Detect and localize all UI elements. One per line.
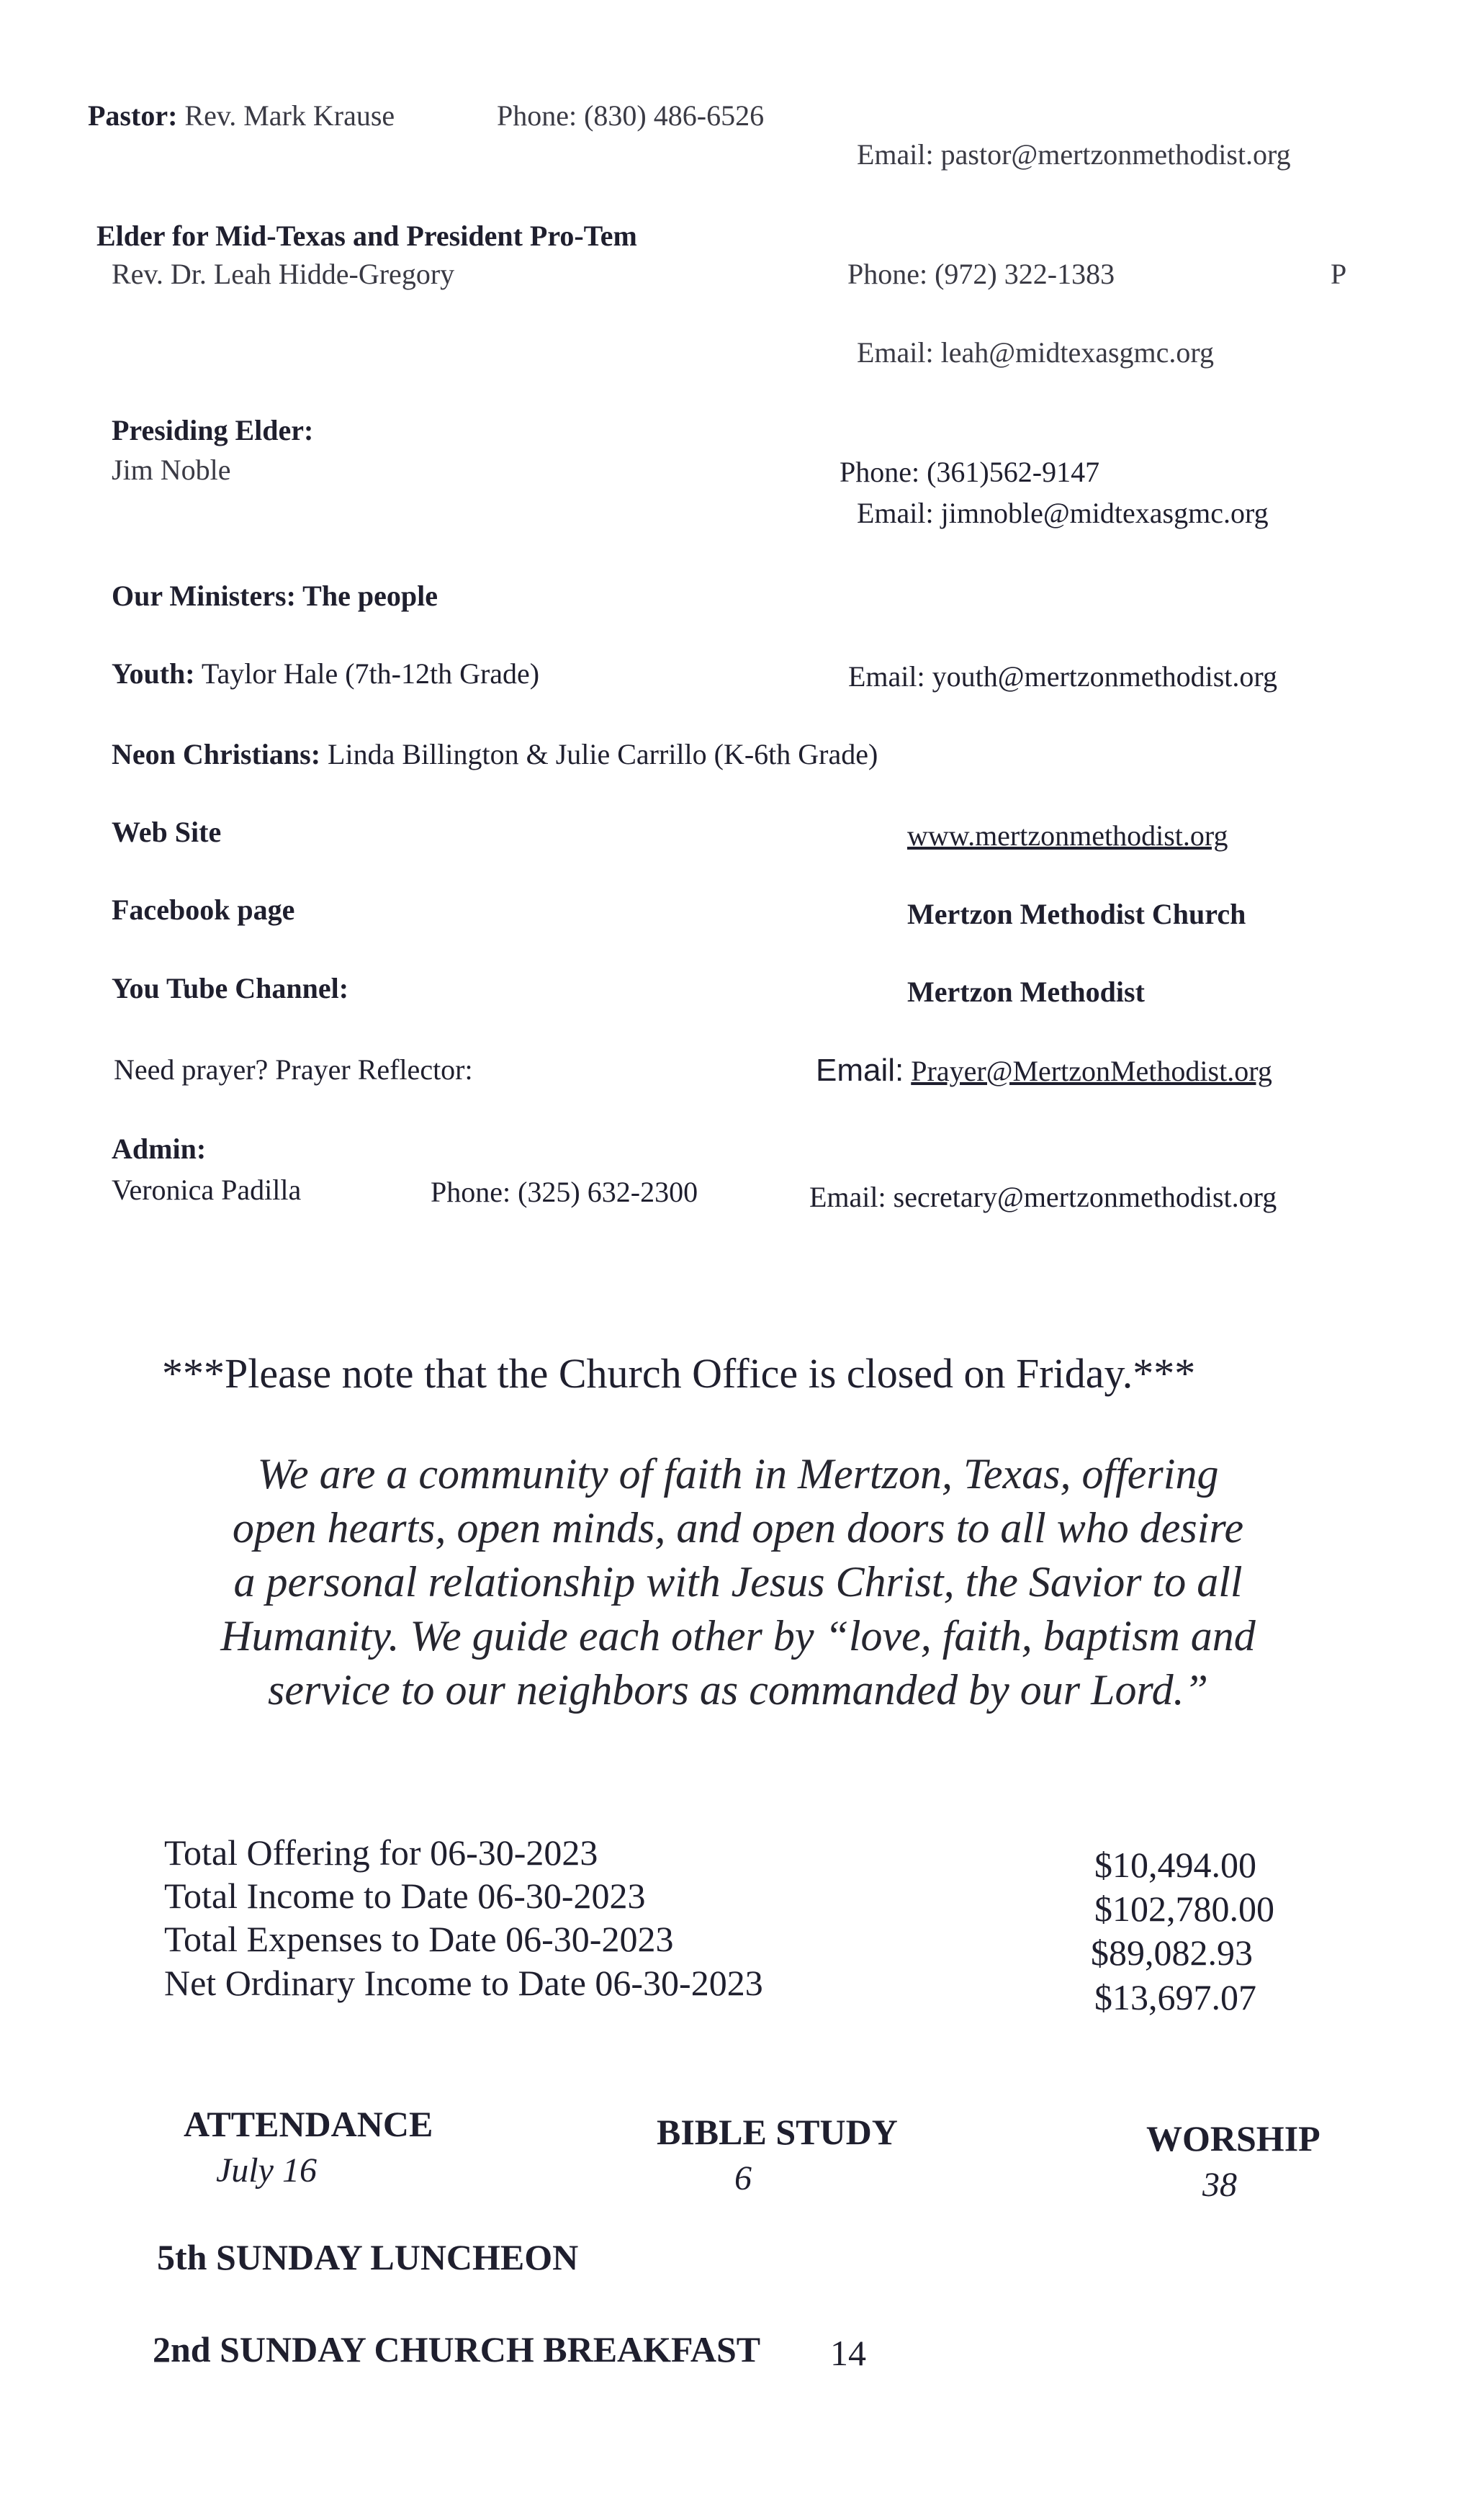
- mission-line: We are a community of faith in Mertzon, Texas, offering: [257, 1450, 1219, 1498]
- elder-phone: Phone: (972) 322-1383: [847, 258, 1115, 290]
- facebook-label: Facebook page: [112, 894, 295, 926]
- page-bottom-edge: [0, 2506, 1476, 2520]
- prayer-label: Need prayer? Prayer Reflector:: [114, 1053, 473, 1086]
- prayer-email-entry: [816, 1053, 1272, 1089]
- attendance-title: ATTENDANCE: [184, 2104, 433, 2144]
- financial-label: Total Income to Date 06-30-2023: [164, 1876, 646, 1916]
- pastor-phone: Phone: (830) 486-6526: [497, 99, 765, 132]
- mission-statement: [130, 1447, 1346, 1717]
- luncheon-title: 5th SUNDAY LUNCHEON: [157, 2237, 579, 2277]
- financial-label: Total Offering for 06-30-2023: [164, 1832, 598, 1873]
- pastor-name: Rev. Mark Krause: [184, 99, 395, 132]
- financial-amount: $13,697.07: [1094, 1977, 1256, 2017]
- website-label: Web Site: [112, 816, 222, 848]
- admin-email[interactable]: Email: secretary@mertzonmethodist.org: [809, 1181, 1277, 1213]
- website-link[interactable]: www.mertzonmethodist.org: [907, 819, 1228, 852]
- financial-amount: $102,780.00: [1094, 1889, 1274, 1929]
- presiding-elder-email[interactable]: Email: jimnoble@midtexasgmc.org: [857, 497, 1269, 529]
- elder-email[interactable]: Email: leah@midtexasgmc.org: [857, 336, 1214, 369]
- financial-label: Total Expenses to Date 06-30-2023: [164, 1919, 674, 1959]
- admin-label: Admin:: [112, 1133, 207, 1165]
- admin-phone: Phone: (325) 632-2300: [431, 1176, 698, 1208]
- mission-line: a personal relationship with Jesus Christ, the Savior to all: [233, 1558, 1243, 1606]
- ministers-line: Our Ministers: The people: [112, 580, 438, 612]
- worship-value: 38: [1202, 2166, 1237, 2204]
- prayer-email[interactable]: Prayer@MertzonMethodist.org: [911, 1055, 1272, 1087]
- neon-grade: (K-6th Grade): [714, 738, 878, 770]
- financial-amount: $10,494.00: [1094, 1845, 1256, 1885]
- elder-name: Rev. Dr. Leah Hidde-Gregory: [112, 258, 455, 290]
- presiding-elder-phone: Phone: (361)562-9147: [840, 456, 1100, 488]
- youth-label: Youth:: [112, 657, 195, 690]
- youtube-value[interactable]: Mertzon Methodist: [907, 976, 1145, 1008]
- office-closed-notice: ***Please note that the Church Office is closed on Friday.***: [162, 1350, 1196, 1397]
- financial-label: Net Ordinary Income to Date 06-30-2023: [164, 1963, 763, 2003]
- bible-study-label: BIBLE STUDY: [657, 2112, 898, 2152]
- presiding-elder-name: Jim Noble: [112, 454, 231, 486]
- mission-line: open hearts, open minds, and open doors to all who desire: [232, 1504, 1244, 1552]
- elder-label: Elder for Mid-Texas and President Pro-Tem: [96, 220, 637, 252]
- youtube-label: You Tube Channel:: [112, 972, 349, 1004]
- presiding-elder-label: Presiding Elder:: [112, 414, 314, 446]
- neon-label: Neon Christians:: [112, 738, 321, 770]
- pastor-entry: [88, 99, 395, 132]
- attendance-date: July 16: [216, 2151, 317, 2190]
- neon-value: Linda Billington & Julie Carrillo: [328, 738, 707, 770]
- breakfast-count: 14: [830, 2333, 866, 2373]
- pastor-email[interactable]: Email: pastor@mertzonmethodist.org: [857, 138, 1291, 171]
- prayer-email-prefix: Email:: [816, 1053, 904, 1088]
- mission-line: service to our neighbors as commanded by our Lord.”: [267, 1666, 1209, 1714]
- neon-entry: [112, 738, 878, 771]
- bible-study-value: 6: [734, 2159, 752, 2197]
- youth-value: Taylor Hale (7th-12th Grade): [201, 657, 540, 690]
- elder-phone-suffix: P: [1331, 258, 1347, 290]
- facebook-value[interactable]: Mertzon Methodist Church: [907, 898, 1246, 930]
- worship-label: WORSHIP: [1146, 2118, 1320, 2159]
- youth-entry: [112, 657, 539, 690]
- mission-line: Humanity. We guide each other by “love, faith, baptism and: [220, 1612, 1256, 1660]
- financial-amount: $89,082.93: [1091, 1932, 1253, 1973]
- youth-email[interactable]: Email: youth@mertzonmethodist.org: [848, 660, 1278, 693]
- breakfast-title: 2nd SUNDAY CHURCH BREAKFAST: [153, 2329, 761, 2370]
- pastor-label: Pastor:: [88, 99, 178, 132]
- admin-name: Veronica Padilla: [112, 1174, 302, 1206]
